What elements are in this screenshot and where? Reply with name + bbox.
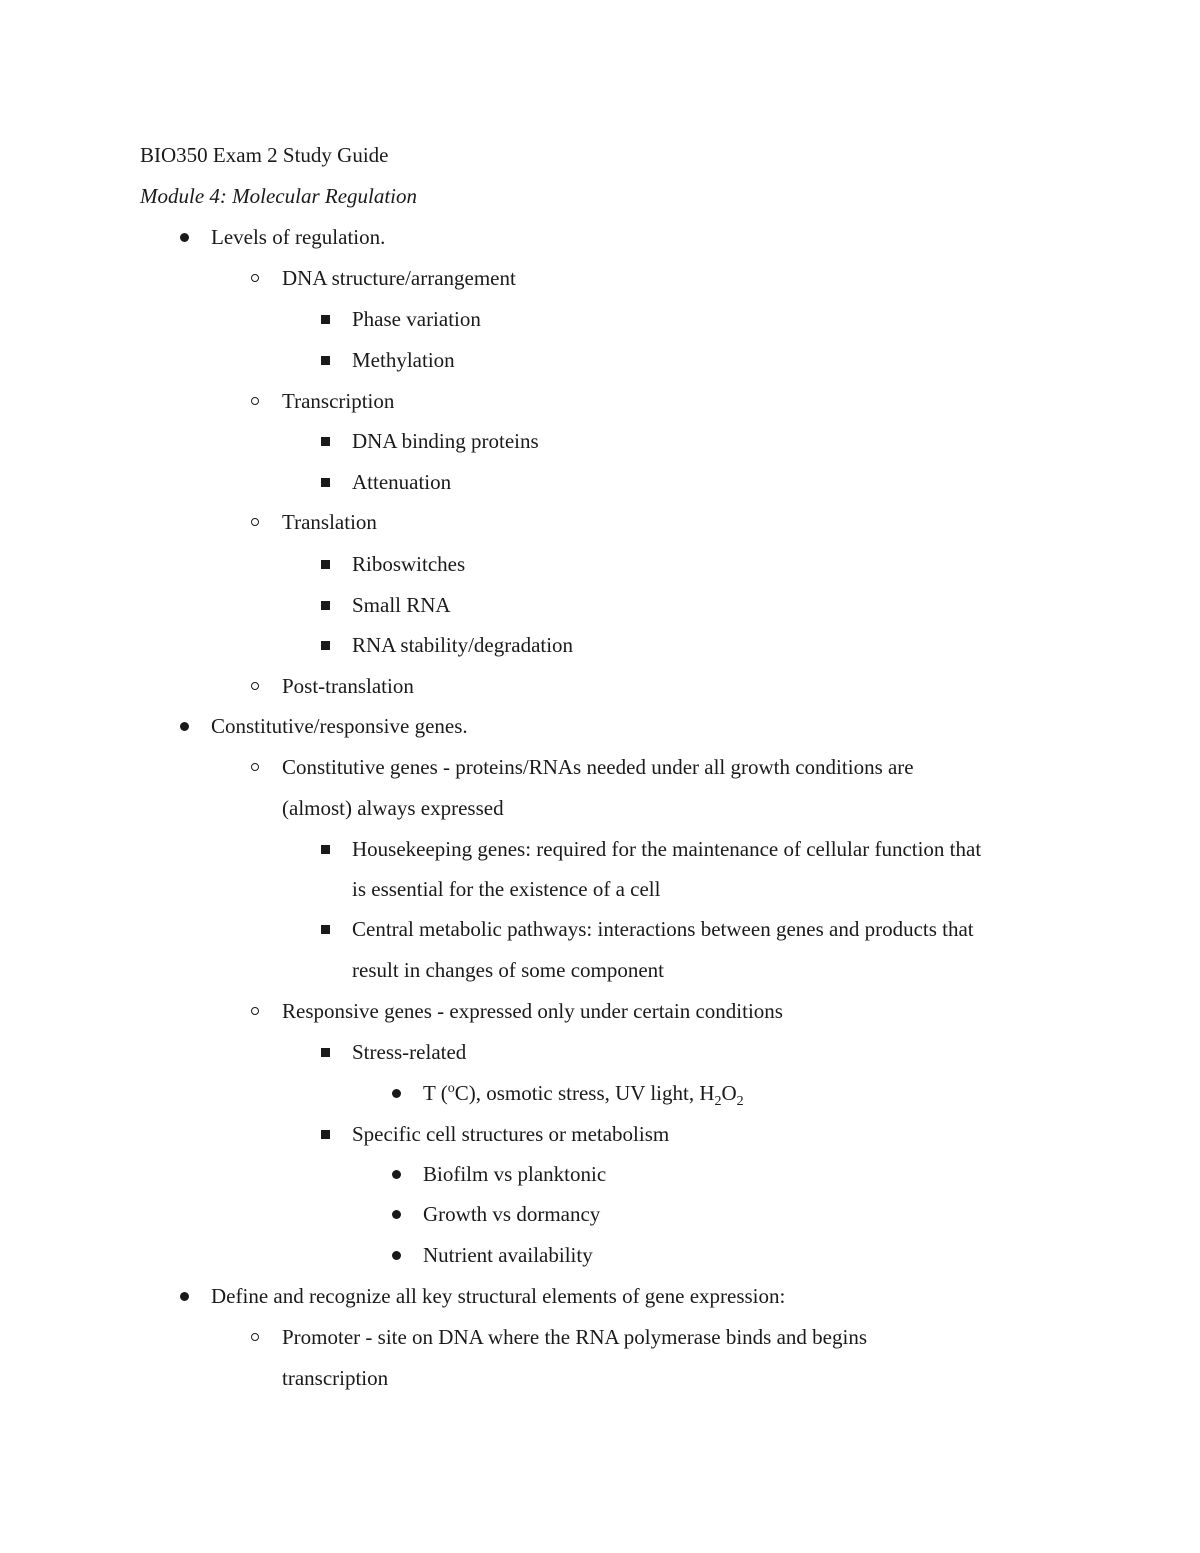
list-item-phase-variation: Phase variation [352,307,481,331]
list-item-constitutive-heading: Constitutive/responsive genes. [211,714,468,738]
list-item-promoter-cont: transcription [282,1366,389,1390]
list-item-stress-examples: T ($^o$C), osmotic stress, UV light, $H_2O_2$ [423,1081,744,1110]
list-item-levels: Levels of regulation. [211,225,386,249]
bullet-square-icon [311,591,339,619]
bullet-square-icon [311,346,339,374]
bullet-circle-icon [241,1323,269,1351]
module-heading: Module 4: Molecular Regulation [140,184,418,208]
bullet-circle-icon [241,997,269,1025]
list-item-constitutive-genes-cont: (almost) always expressed [282,796,504,820]
list-item-nutrient: Nutrient availability [423,1243,593,1267]
bullet-circle-icon [241,508,269,536]
list-item-biofilm: Biofilm vs planktonic [423,1162,607,1186]
list-item-small-rna: Small RNA [352,593,451,617]
list-item-rna-stability: RNA stability/degradation [352,633,574,657]
list-item-dna-binding: DNA binding proteins [352,429,539,453]
bullet-square-icon [311,468,339,496]
list-item-responsive-genes: Responsive genes - expressed only under certain conditions [282,999,783,1023]
list-item-translation: Translation [282,510,377,534]
bullet-circle-icon [241,264,269,292]
document-title: BIO350 Exam 2 Study Guide [140,143,389,167]
bullet-dot-icon [170,223,198,251]
bullet-square-icon [311,550,339,578]
bullet-square-icon [311,1038,339,1066]
list-item-constitutive-genes: Constitutive genes - proteins/RNAs needed under all growth conditions are [282,755,914,779]
list-item-housekeeping: Housekeeping genes: required for the maintenance of cellular function that [352,837,982,861]
bullet-dot-icon [382,1079,410,1107]
bullet-dot-icon [382,1241,410,1269]
list-item-dna-structure: DNA structure/arrangement [282,266,516,290]
bullet-dot-icon [382,1200,410,1228]
list-item-housekeeping-cont: is essential for the existence of a cell [352,877,661,901]
list-item-central-metabolic-cont: result in changes of some component [352,958,665,982]
bullet-circle-icon [241,753,269,781]
bullet-square-icon [311,915,339,943]
bullet-circle-icon [241,672,269,700]
list-item-methylation: Methylation [352,348,455,372]
list-item-central-metabolic: Central metabolic pathways: interactions between genes and products that [352,917,974,941]
bullet-dot-icon [170,712,198,740]
list-item-riboswitches: Riboswitches [352,552,466,576]
list-item-growth: Growth vs dormancy [423,1202,601,1226]
bullet-square-icon [311,631,339,659]
list-item-define-heading: Define and recognize all key structural elements of gene expression: [211,1284,786,1308]
bullet-square-icon [311,835,339,863]
list-item-post-translation: Post-translation [282,674,414,698]
bullet-dot-icon [382,1160,410,1188]
list-item-specific-structures: Specific cell structures or metabolism [352,1122,670,1146]
list-item-promoter: Promoter - site on DNA where the RNA polymerase binds and begins [282,1325,867,1349]
bullet-square-icon [311,305,339,333]
bullet-square-icon [311,1120,339,1148]
list-item-attenuation: Attenuation [352,470,452,494]
bullet-dot-icon [170,1282,198,1310]
bullet-circle-icon [241,387,269,415]
list-item-transcription: Transcription [282,389,395,413]
list-item-stress-related: Stress-related [352,1040,467,1064]
bullet-square-icon [311,427,339,455]
